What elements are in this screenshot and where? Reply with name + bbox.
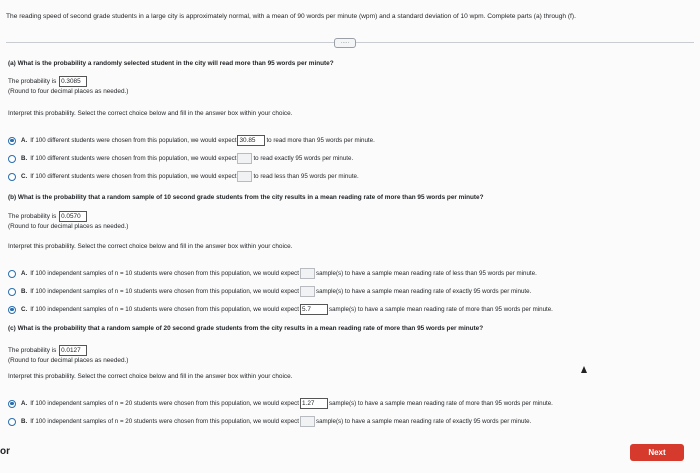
choice-text: If 100 independent samples of n = 10 students were chosen from this population, we would expect [30, 288, 299, 295]
part-c-question: (c) What is the probability that a random sample of 20 second grade students from the city results in a mean reading rate of more than 95 words per minute? [8, 325, 484, 332]
part-b-probability-label: The probability is [8, 213, 57, 221]
choice-letter: C. [21, 306, 28, 313]
part-b-probability-line [8, 211, 88, 222]
part-a-interpret: Interpret this probability. Select the correct choice below and fill in the answer box within your choice. [8, 110, 293, 117]
part-a-choice-c-answer[interactable] [237, 171, 252, 182]
part-b-choice-b[interactable] [8, 286, 531, 297]
part-b-interpret: Interpret this probability. Select the correct choice below and fill in the answer box within your choice. [8, 243, 293, 250]
part-c-choice-a-answer[interactable]: 1.27 [300, 398, 328, 409]
choice-text-end: sample(s) to have a sample mean reading rate of more than 95 words per minute. [329, 306, 553, 313]
part-a-question: (a) What is the probability a randomly selected student in the city will read more than 95 words per minute? [8, 60, 334, 67]
part-b-probability-answer[interactable]: 0.0570 [59, 211, 87, 222]
part-a-choice-a[interactable] [8, 135, 375, 146]
radio-icon[interactable] [8, 155, 16, 163]
part-b-round-note: (Round to four decimal places as needed.) [8, 223, 129, 230]
part-b-choice-a-answer[interactable] [300, 268, 315, 279]
part-b-choice-c[interactable] [8, 304, 553, 315]
part-a-probability-line [8, 76, 88, 87]
choice-text-end: sample(s) to have a sample mean reading rate of exactly 95 words per minute. [316, 288, 532, 295]
part-c-choice-a[interactable] [8, 398, 553, 409]
choice-text-end: to read exactly 95 words per minute. [253, 155, 354, 162]
mouse-cursor-icon [581, 366, 587, 373]
problem-intro: The reading speed of second grade students in a large city is approximately normal, with a mean of 90 words per minute (wpm) and a standard deviation of 10 wpm. Complete parts (a) through (f). [6, 13, 576, 20]
choice-text: If 100 independent samples of n = 20 students were chosen from this population, we would expect [30, 418, 299, 425]
part-a-choice-a-answer[interactable]: 30.85 [237, 135, 265, 146]
part-c-round-note: (Round to four decimal places as needed.) [8, 357, 129, 364]
choice-letter: B. [21, 288, 28, 295]
radio-icon[interactable] [8, 288, 16, 296]
choice-text-end: to read more than 95 words per minute. [266, 137, 375, 144]
radio-icon[interactable] [8, 418, 16, 426]
next-button[interactable]: Next [630, 444, 684, 461]
part-a-probability-answer[interactable]: 0.3085 [59, 76, 87, 87]
expand-toggle-button[interactable]: ····· [334, 38, 356, 48]
choice-text-end: sample(s) to have a sample mean reading rate of less than 95 words per minute. [316, 270, 537, 277]
choice-letter: C. [21, 173, 28, 180]
choice-text-end: sample(s) to have a sample mean reading rate of exactly 95 words per minute. [316, 418, 532, 425]
radio-selected-icon[interactable] [8, 137, 16, 145]
radio-icon[interactable] [8, 173, 16, 181]
choice-letter: B. [21, 155, 28, 162]
choice-text: If 100 independent samples of n = 10 students were chosen from this population, we would expect [30, 270, 299, 277]
part-a-choice-b[interactable] [8, 153, 353, 164]
choice-letter: B. [21, 418, 28, 425]
radio-selected-icon[interactable] [8, 400, 16, 408]
part-a-choice-b-answer[interactable] [237, 153, 252, 164]
radio-icon[interactable] [8, 270, 16, 278]
part-c-probability-line [8, 345, 88, 356]
part-a-round-note: (Round to four decimal places as needed.) [8, 88, 129, 95]
choice-letter: A. [21, 270, 28, 277]
choice-text: If 100 independent samples of n = 20 students were chosen from this population, we would expect [30, 400, 299, 407]
choice-text: If 100 different students were chosen from this population, we would expect [30, 173, 237, 180]
choice-text: If 100 independent samples of n = 10 students were chosen from this population, we would expect [30, 306, 299, 313]
part-b-question: (b) What is the probability that a random sample of 10 second grade students from the city results in a mean reading rate of more than 95 words per minute? [8, 194, 484, 201]
part-a-choice-c[interactable] [8, 171, 359, 182]
part-b-choice-c-answer[interactable]: 5.7 [300, 304, 328, 315]
part-b-choice-b-answer[interactable] [300, 286, 315, 297]
part-c-probability-label: The probability is [8, 347, 57, 355]
part-c-probability-answer[interactable]: 0.0127 [59, 345, 87, 356]
corner-label: or [0, 446, 10, 457]
part-c-interpret: Interpret this probability. Select the correct choice below and fill in the answer box within your choice. [8, 373, 293, 380]
choice-text: If 100 different students were chosen from this population, we would expect [30, 137, 237, 144]
part-c-choice-b-answer[interactable] [300, 416, 315, 427]
choice-text: If 100 different students were chosen from this population, we would expect [30, 155, 237, 162]
choice-text-end: to read less than 95 words per minute. [253, 173, 359, 180]
part-a-probability-label: The probability is [8, 78, 57, 86]
radio-selected-icon[interactable] [8, 306, 16, 314]
choice-text-end: sample(s) to have a sample mean reading rate of more than 95 words per minute. [329, 400, 553, 407]
part-c-choice-b[interactable] [8, 416, 531, 427]
choice-letter: A. [21, 137, 28, 144]
part-b-choice-a[interactable] [8, 268, 537, 279]
choice-letter: A. [21, 400, 28, 407]
